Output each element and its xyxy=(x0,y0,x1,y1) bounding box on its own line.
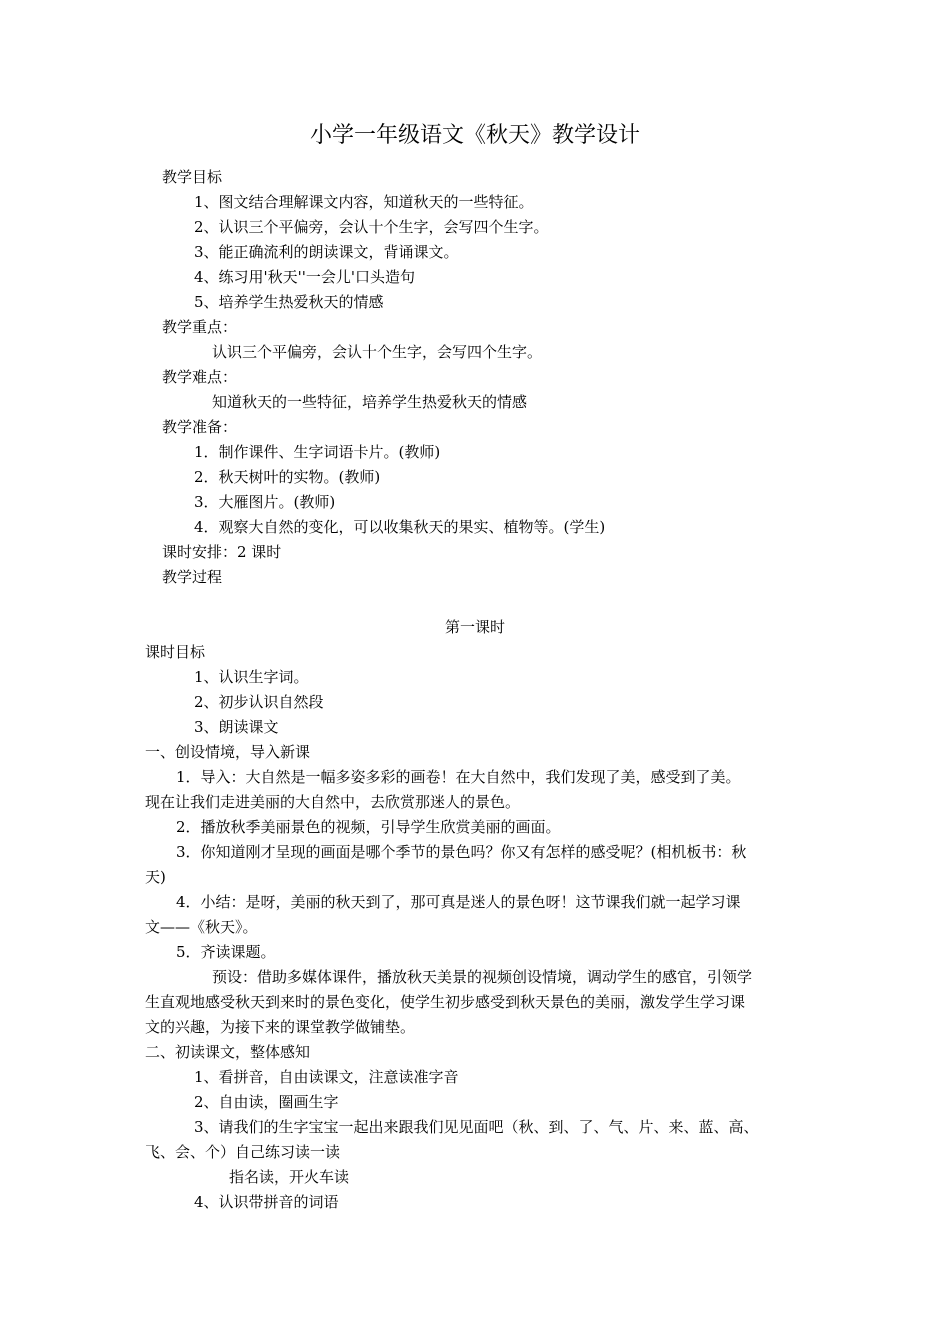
paragraph-line: 文的兴趣，为接下来的课堂教学做铺垫。 xyxy=(145,1018,416,1036)
preparation-item: 3．大雁图片。(教师) xyxy=(194,493,336,511)
key-points-text: 认识三个平偏旁，会认十个生字，会写四个生字。 xyxy=(212,343,543,361)
paragraph-line: 5．齐读课题。 xyxy=(176,943,276,961)
reading-step: 飞、会、个）自己练习读一读 xyxy=(145,1143,341,1161)
objective-item: 5、培养学生热爱秋天的情感 xyxy=(194,293,384,311)
schedule-text: 课时安排：2 课时 xyxy=(162,543,282,561)
paragraph-line: 预设：借助多媒体课件，播放秋天美景的视频创设情境，调动学生的感官，引领学 xyxy=(212,968,753,986)
paragraph-line: 现在让我们走进美丽的大自然中，去欣赏那迷人的景色。 xyxy=(145,793,521,811)
paragraph-line: 生直观地感受秋天到来时的景色变化，使学生初步感受到秋天景色的美丽，激发学生学习课 xyxy=(145,993,746,1011)
reading-step: 指名读，开火车读 xyxy=(229,1168,350,1186)
preparation-heading: 教学准备： xyxy=(162,418,238,436)
objective-item: 3、能正确流利的朗读课文，背诵课文。 xyxy=(194,243,459,261)
lesson-goal-item: 3、朗读课文 xyxy=(194,718,279,736)
preparation-item: 2．秋天树叶的实物。(教师) xyxy=(194,468,381,486)
paragraph-line: 4．小结：是呀，美丽的秋天到了，那可真是迷人的景色呀！这节课我们就一起学习课 xyxy=(176,893,741,911)
lesson-heading: 第一课时 xyxy=(444,618,505,636)
difficulties-text: 知道秋天的一些特征，培养学生热爱秋天的情感 xyxy=(212,393,528,411)
reading-step: 1、看拼音，自由读课文，注意读准字音 xyxy=(194,1068,459,1086)
process-heading: 教学过程 xyxy=(162,568,223,586)
document-title: 小学一年级语文《秋天》教学设计 xyxy=(309,123,640,148)
part2-heading: 二、初读课文，整体感知 xyxy=(145,1043,311,1061)
reading-step: 2、自由读，圈画生字 xyxy=(194,1093,339,1111)
lesson-goals-heading: 课时目标 xyxy=(145,643,206,661)
lesson-goal-item: 1、认识生字词。 xyxy=(194,668,309,686)
paragraph-line: 1．导入：大自然是一幅多姿多彩的画卷！在大自然中，我们发现了美，感受到了美。 xyxy=(176,768,741,786)
objective-item: 1、图文结合理解课文内容，知道秋天的一些特征。 xyxy=(194,193,534,211)
paragraph-line: 天) xyxy=(145,868,166,886)
preparation-item: 4．观察大自然的变化，可以收集秋天的果实、植物等。(学生) xyxy=(194,518,606,536)
preparation-item: 1．制作课件、生字词语卡片。(教师) xyxy=(194,443,441,461)
paragraph-line: 文——《秋天》。 xyxy=(145,918,258,936)
objective-item: 4、练习用'秋天''一会儿'口头造句 xyxy=(194,268,416,286)
reading-step: 3、请我们的生字宝宝一起出来跟我们见见面吧（秋、到、了、气、片、来、蓝、高、 xyxy=(194,1118,759,1136)
paragraph-line: 2．播放秋季美丽景色的视频，引导学生欣赏美丽的画面。 xyxy=(176,818,561,836)
lesson-goal-item: 2、初步认识自然段 xyxy=(194,693,324,711)
objectives-heading: 教学目标 xyxy=(162,168,223,186)
objective-item: 2、认识三个平偏旁，会认十个生字，会写四个生字。 xyxy=(194,218,549,236)
key-points-heading: 教学重点： xyxy=(162,318,238,336)
difficulties-heading: 教学难点： xyxy=(162,368,238,386)
reading-step: 4、认识带拼音的词语 xyxy=(194,1193,339,1211)
part1-heading: 一、创设情境，导入新课 xyxy=(145,743,311,761)
paragraph-line: 3．你知道刚才呈现的画面是哪个季节的景色吗？你又有怎样的感受呢？(相机板书：秋 xyxy=(176,843,747,861)
